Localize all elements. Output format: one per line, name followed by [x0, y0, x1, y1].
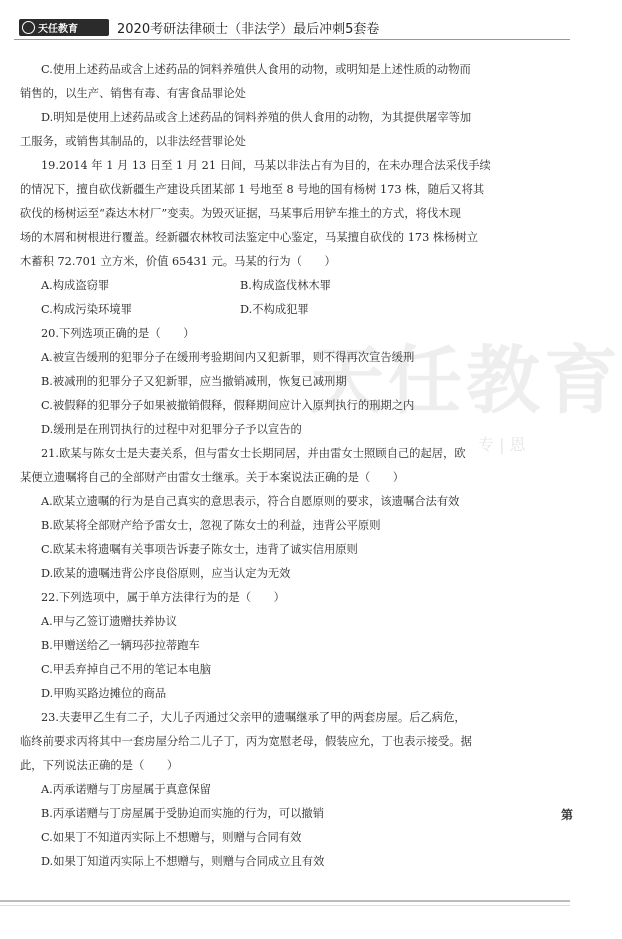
q21-option-b: B.欧某将全部财产给予雷女士，忽视了陈女士的利益，违背公平原则 [41, 519, 381, 532]
page-header [0, 0, 570, 40]
text-line: C.使用上述药品或含上述药品的饲料养殖供人食用的动物，或明知是上述性质的动物而 [41, 63, 471, 76]
text-line: 木蓄积 72.701 立方米，价值 65431 元。马某的行为（ ） [20, 255, 336, 268]
question-21-stem: 21.欧某与陈女士是夫妻关系，但与雷女士长期同居，并由雷女士照顾自己的起居，欧 [41, 447, 466, 460]
text-line: 场的木屑和树根进行覆盖。经新疆农林牧司法鉴定中心鉴定，马某擅自砍伐的 173 株杨树立 [20, 231, 479, 244]
q21-option-c: C.欧某未将遗嘱有关事项告诉妻子陈女士，违背了诚实信用原则 [41, 543, 358, 556]
footer-divider-thin [0, 905, 570, 906]
question-23-stem: 23.夫妻甲乙生有二子，大儿子丙通过父亲甲的遗嘱继承了甲的两套房屋。后乙病危， [41, 711, 466, 724]
header-divider [14, 39, 570, 40]
brand-logo [19, 19, 109, 36]
q23-option-a: A.丙承诺赠与丁房屋属于真意保留 [41, 783, 211, 796]
watermark: 天任教育 [310, 338, 622, 424]
watermark-subtext: 专 | 恩 [478, 435, 526, 454]
q19-option-b: B.构成盗伐林木罪 [240, 279, 331, 292]
question-20-stem: 20.下列选项正确的是（ ） [41, 327, 195, 340]
q20-option-a: A.被宣告缓刑的犯罪分子在缓刑考验期间内又犯新罪，则不得再次宣告缓刑 [41, 351, 415, 364]
q19-option-a: A.构成盗窃罪 [41, 279, 110, 292]
q23-option-c: C.如果丁不知道丙实际上不想赠与，则赠与合同有效 [41, 831, 302, 844]
text-line: 某便立遗嘱将自己的全部财产由雷女士继承。关于本案说法正确的是（ ） [20, 471, 405, 484]
question-19-stem: 19.2014 年 1 月 13 日至 1 月 21 日间，马某以非法占有为目的，在未办理合法采伐手续 [41, 159, 491, 172]
page-title: 2020考研法律硕士（非法学）最后冲刺5套卷 [117, 22, 380, 37]
q19-option-c: C.构成污染环境罪 [41, 303, 132, 316]
q20-option-b: B.被减刑的犯罪分子又犯新罪，应当撤销减刑，恢复已减刑期 [41, 375, 347, 388]
q20-option-c: C.被假释的犯罪分子如果被撤销假释，假释期间应计入原判执行的刑期之内 [41, 399, 415, 412]
logo-emblem-icon [22, 21, 35, 34]
question-22-stem: 22.下列选项中，属于单方法律行为的是（ ） [41, 591, 285, 604]
q19-option-d: D.不构成犯罪 [240, 303, 309, 316]
q23-option-d: D.如果丁知道丙实际上不想赠与，则赠与合同成立且有效 [41, 855, 325, 868]
q22-option-b: B.甲赠送给乙一辆玛莎拉蒂跑车 [41, 639, 200, 652]
text-line: 临终前要求丙将其中一套房屋分给二儿子丁，丙为宽慰老母，假装应允，丁也表示接受。据 [20, 735, 472, 748]
text-line: 销售的，以生产、销售有毒、有害食品罪论处 [20, 87, 246, 100]
text-line: 此，下列说法正确的是（ ） [20, 759, 179, 772]
q22-option-a: A.甲与乙签订遗赠扶养协议 [41, 615, 178, 628]
q23-option-b: B.丙承诺赠与丁房屋属于受胁迫而实施的行为，可以撤销 [41, 807, 325, 820]
page-number-mark: 第 [561, 808, 574, 822]
q20-option-d: D.缓刑是在刑罚执行的过程中对犯罪分子予以宣告的 [41, 423, 302, 436]
text-line: 的情况下，擅自砍伐新疆生产建设兵团某部 1 号地至 8 号地的国有杨树 173 株，随后又将其 [20, 183, 485, 196]
text-line: D.明知是使用上述药品或含上述药品的饲料养殖的供人食用的动物，为其提供屠宰等加 [41, 111, 472, 124]
q22-option-c: C.甲丢弃掉自己不用的笔记本电脑 [41, 663, 211, 676]
q21-option-d: D.欧某的遗嘱违背公序良俗原则，应当认定为无效 [41, 567, 291, 580]
logo-text: 天任教育 [38, 24, 78, 35]
footer-divider [0, 900, 570, 902]
q22-option-d: D.甲购买路边摊位的商品 [41, 687, 167, 700]
text-line: 砍伐的杨树运至“森达木材厂”变卖。为毁灭证据，马某事后用铲车推土的方式，将伐木现 [20, 207, 461, 220]
text-line: 工服务，或销售其制品的，以非法经营罪论处 [20, 135, 246, 148]
q21-option-a: A.欧某立遗嘱的行为是自己真实的意思表示，符合自愿原则的要求，该遗嘱合法有效 [41, 495, 460, 508]
